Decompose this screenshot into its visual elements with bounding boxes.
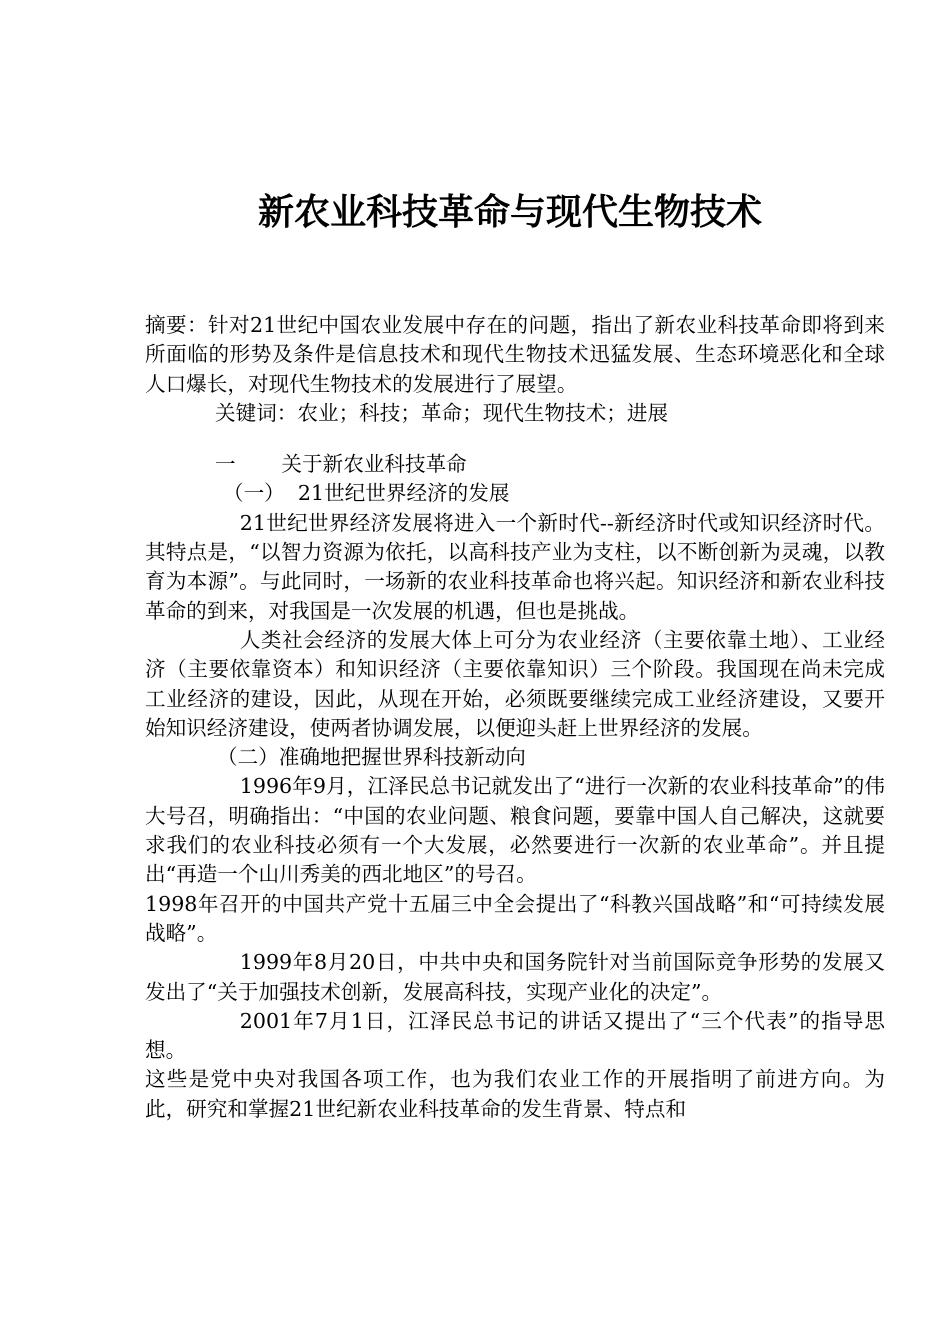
abstract-paragraph: 摘要：针对21世纪中国农业发展中存在的问题，指出了新农业科技革命即将到来所面临的形势及条件是信息技术和现代生物技术迅猛发展、生态环境恶化和全球人口爆长，对现代生物技术的发展进行了展望。 [145, 313, 885, 396]
body-paragraph: 1996年9月，江泽民总书记就发出了“进行一次新的农业科技革命”的伟大号召，明确指出：“中国的农业问题、粮食问题，要靠中国人自己解决，这就要求我们的农业科技必须有一个大发展，必然要进行一次新的农业革命”。并且提出“再造一个山川秀美的西北地区”的号召。 [145, 774, 885, 887]
subsection-title: 21世纪世界经济的发展 [297, 481, 510, 506]
document-title: 新农业科技革命与现代生物技术 [257, 191, 762, 233]
body-paragraph: 1999年8月20日，中共中央和国务院针对当前国际竞争形势的发展又发出了“关于加强技术创新，发展高科技，实现产业化的决定”。 [145, 950, 885, 1004]
body-paragraph: 这些是党中央对我国各项工作，也为我们农业工作的开展指明了前进方向。为此，研究和掌握21世纪新农业科技革命的发生背景、特点和 [145, 1067, 885, 1121]
keywords-line: 关键词：农业；科技；革命；现代生物技术；进展 [215, 400, 669, 425]
body-paragraph: 21世纪世界经济发展将进入一个新时代--新经济时代或知识经济时代。其特点是，“以智力资源为依托，以高科技产业为支柱，以不断创新为灵魂，以教育为本源”。与此同时，一场新的农业科技革命也将兴起。知识经济和新农业科技革命的到来，对我国是一次发展的机遇，但也是挑战。 [145, 510, 885, 623]
section-title: 关于新农业科技革命 [281, 452, 467, 477]
section-number: 一 [215, 452, 236, 477]
document-body [145, 311, 885, 1124]
subsection-number: （一） [223, 481, 285, 506]
body-paragraph: 2001年7月1日，江泽民总书记的讲话又提出了“三个代表”的指导思想。 [145, 1008, 885, 1063]
body-paragraph: 1998年召开的中国共产党十五届三中全会提出了“科教兴国战略”和“可持续发展战略”。 [145, 891, 885, 945]
section-heading [145, 450, 885, 479]
subsection-heading-2: （二）准确地把握世界科技新动向 [217, 745, 526, 770]
subsection-heading [145, 479, 885, 508]
body-paragraph: 人类社会经济的发展大体上可分为农业经济（主要依靠土地）、工业经济（主要依靠资本）和知识经济（主要依靠知识）三个阶段。我国现在尚未完成工业经济的建设，因此，从现在开始，必须既要继续完成工业经济建设，又要开始知识经济建设，使两者协调发展，以便迎头赶上世界经济的发展。 [145, 627, 885, 740]
section-spacer [145, 428, 885, 450]
